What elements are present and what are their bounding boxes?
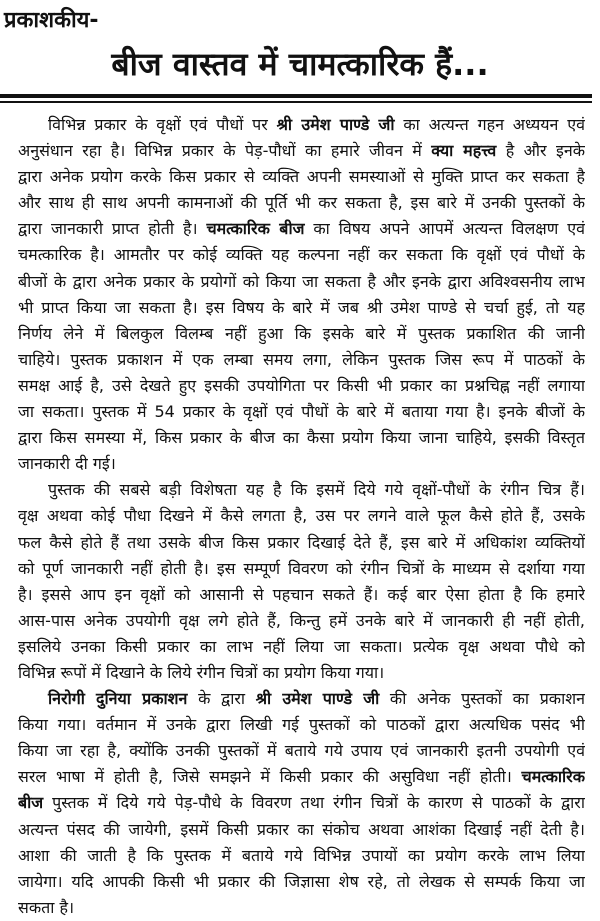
body-text — [18, 112, 585, 921]
text-segment: आस-पास अनेक उपयोगी वृक्ष लगे होते हैं, किन्तु हमें उनके बारे में जानकारी ही नहीं होती, — [18, 610, 585, 630]
text-segment: विभिन्न रूपों में दिखाने के लिये रंगीन चित्रों का प्रयोग किया गया। — [18, 662, 385, 682]
text-segment: द्वारा किस समस्या में, किस प्रकार के बीज का कैसा प्रयोग किया जाना चाहिये, इसकी विस्तृत — [18, 428, 585, 448]
paragraph-3-line — [18, 686, 585, 712]
paragraph-1-line — [18, 138, 585, 164]
text-segment: समक्ष आई है, उसे देखते हुए इसकी उपयोगिता पर किसी भी प्रकार का प्रश्नचिह्न नहीं लगाया — [18, 375, 585, 395]
text-segment: फल कैसे होते हैं तथा उसके बीज किस प्रकार दिखाई देते हैं, इस बारे में अधिकांश व्यक्तियों — [18, 532, 585, 552]
paragraph-1-line — [18, 216, 585, 242]
paragraph-1-line — [18, 112, 585, 138]
title-divider-thick — [0, 94, 592, 98]
paragraph-1-line — [18, 399, 585, 425]
bold-text: चमत्कारिक बीज — [206, 219, 305, 239]
section-label: प्रकाशकीय- — [4, 8, 99, 33]
text-segment: है और इनके — [496, 141, 585, 161]
text-segment: इसलिये उनका किसी प्रकार का लाभ नहीं लिया जा सकता। प्रत्येक वृक्ष अथवा पौधे को — [18, 636, 585, 656]
paragraph-2-line — [18, 582, 585, 608]
paragraph-3-line — [18, 712, 585, 738]
paragraph-1-line — [18, 190, 585, 216]
paragraph-3-line — [18, 764, 585, 790]
paragraph-2-line — [18, 503, 585, 529]
text-segment: के द्वारा — [187, 689, 256, 709]
text-segment: अत्यन्त पंसद की जायेगी, इसमें किसी प्रकार का संकोच अथवा आशंका दिखाई नहीं देती है। — [18, 819, 585, 839]
text-segment: बीजों के द्वारा अनेक प्रकार के प्रयोगों को किया जा सकता है और इनके द्वारा अविश्वसनीय लाभ — [18, 271, 585, 291]
bold-text: क्या महत्त्व — [431, 141, 497, 161]
text-segment: जानकारी दी गई। — [18, 454, 116, 474]
paragraph-2-line — [18, 608, 585, 634]
paragraph-3-line — [18, 869, 585, 895]
paragraph-1-line — [18, 164, 585, 190]
text-segment: का अत्यन्त गहन अध्ययन एवं — [394, 115, 585, 134]
paragraph-2-line — [18, 634, 585, 660]
text-segment: किया गया। वर्तमान में उनके द्वारा लिखी गई पुस्तकों को पाठकों द्वारा अत्यधिक पसंद भी — [18, 715, 585, 735]
paragraph-2-line — [18, 660, 585, 686]
paragraph-1-line — [18, 295, 585, 321]
text-segment: चाहिये। पुस्तक प्रकाशन में एक लम्बा समय लगा, लेकिन पुस्तक जिस रूप में पाठकों के — [18, 349, 585, 369]
paragraph-2-line — [18, 556, 585, 582]
bold-text: बीज — [18, 793, 44, 813]
text-segment: और साथ ही साथ अपनी कामनाओं की पूर्ति भी कर सकता है, इस बारे में उनकी पुस्तकों के — [18, 193, 585, 213]
text-segment: वृक्ष अथवा कोई पौधा दिखने में कैसे लगता है, उस पर लगने वाले फूल कैसे होते हैं, उसके — [18, 506, 585, 526]
bold-text: श्री उमेश पाण्डे जी — [276, 115, 395, 134]
paragraph-2-line — [18, 530, 585, 556]
paragraph-1-line — [18, 347, 585, 373]
text-segment: पुस्तक में दिये गये पेड़-पौधे के विवरण तथा रंगीन चित्रों के कारण से पाठकों के द्वारा — [43, 793, 585, 813]
text-segment: द्वारा अनेक प्रयोग करके किस प्रकार से व्यक्ति अपनी समस्याओं से मुक्ति प्राप्त कर सकता है — [18, 167, 585, 187]
paragraph-3-line — [18, 817, 585, 843]
paragraph-1-line — [18, 451, 585, 477]
paragraph-1-line — [18, 373, 585, 399]
paragraph-2-line — [18, 477, 585, 503]
paragraph-3-line — [18, 738, 585, 764]
paragraph-1-line — [18, 425, 585, 451]
text-segment: भी प्राप्त किया जा सकता है। इस विषय के बारे में जब श्री उमेश पाण्डे से चर्चा हुई, तो यह — [18, 297, 585, 317]
text-segment: को पूर्ण जानकारी नहीं होती है। इस सम्पूर्ण विवरण को रंगीन चित्रों के माध्यम से दर्शाया गया — [18, 558, 585, 578]
paragraph-1-line — [18, 321, 585, 347]
text-segment: सकता है। — [18, 897, 75, 917]
text-segment: जा सकता। पुस्तक में 54 प्रकार के वृक्षों एवं पौधों के बारे में बताया गया है। इनके बीजों के — [18, 402, 585, 422]
text-segment: निर्णय लेने में बिलकुल विलम्ब नहीं हुआ कि इसके बारे में पुस्तक प्रकाशित की जानी — [18, 323, 585, 343]
text-segment: पुस्तक की सबसे बड़ी विशेषता यह है कि इसमें दिये गये वृक्षों-पौधों के रंगीन चित्र हैं। — [48, 480, 585, 500]
text-segment: की अनेक पुस्तकों का प्रकाशन — [379, 689, 585, 709]
paragraph-3-line — [18, 843, 585, 869]
text-segment: का विषय अपने आपमें अत्यन्त विलक्षण एवं — [304, 219, 585, 239]
paragraph-3-line — [18, 895, 585, 921]
text-segment: चमत्कारिक है। आमतौर पर कोई व्यक्ति यह कल्पना नहीं कर सकता कि वृक्षों एवं पौधों के — [18, 245, 585, 265]
paragraph-1-line — [18, 242, 585, 268]
text-segment: विभिन्न प्रकार के वृक्षों एवं पौधों पर — [48, 115, 277, 134]
text-segment: आशा की जाती है कि पुस्तक में बताये गये विभिन्न उपायों का प्रयोग करके लाभ लिया — [18, 845, 585, 865]
paragraph-3-line — [18, 790, 585, 816]
bold-text: श्री उमेश पाण्डे जी — [255, 689, 380, 709]
text-segment: द्वारा जानकारी प्राप्त होती है। — [18, 219, 207, 239]
page-title: बीज वास्तव में चामत्कारिक हैं... — [111, 45, 489, 83]
text-segment: सरल भाषा में होती है, जिसे समझने में किसी प्रकार की असुविधा नहीं होती। — [18, 767, 522, 787]
bold-text: चमत्कारिक — [521, 767, 585, 787]
paragraph-1-line — [18, 269, 585, 295]
text-segment: किया जा रहा है, क्योंकि उनकी पुस्तकों में बताये गये उपाय एवं जानकारी इतनी उपयोगी एवं — [18, 741, 585, 761]
bold-text: निरोगी दुनिया प्रकाशन — [48, 689, 188, 709]
title-divider-thin — [0, 101, 592, 103]
text-segment: है। इससे आप इन वृक्षों को आसानी से पहचान सकते हैं। कई बार ऐसा होता है कि हमारे — [18, 584, 585, 604]
text-segment: अनुसंधान रहा है। विभिन्न प्रकार के पेड़-पौधों का हमारे जीवन में — [18, 141, 432, 161]
text-segment: जायेगा। यदि आपकी किसी भी प्रकार की जिज्ञासा शेष रहे, तो लेखक से सम्पर्क किया जा — [18, 871, 585, 891]
